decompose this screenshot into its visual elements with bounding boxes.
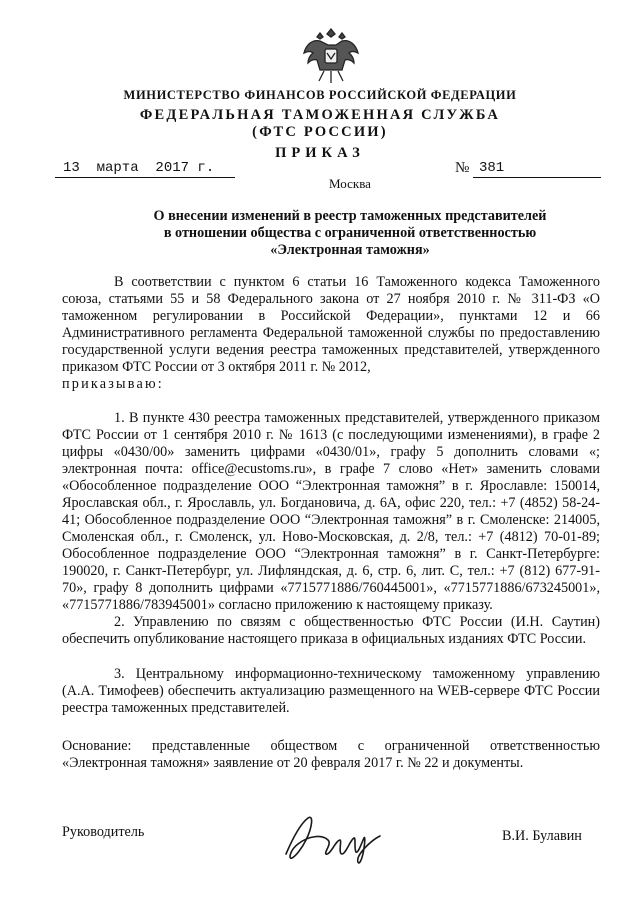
item-2 [62, 614, 600, 648]
document-title [60, 208, 640, 259]
title-line-2: в отношении общества с ограниченной ответственностью [163, 225, 537, 241]
number-sign: № [455, 160, 470, 176]
item-3-text: 3. Центральному информационно-техническому таможенному управлению (А.А. Тимофеев) обеспечить актуализацию размещенного на WEB-сервере ФТС России реестра таможенных представителей. [62, 666, 600, 716]
preamble-text: В соответствии с пунктом 6 статьи 16 Таможенного кодекса Таможенного союза, статьями 55 и 58 Федерального закона от 27 ноября 2010 г. № 311-ФЗ «О таможенном регулировании в Российской Федерации», пунктами 12 и 66 Административного регламента Федеральной таможенной службы по предоставлению государственной услуги ведения реестра таможенных представителей, утвержденного приказом ФТС России от 3 октября 2011 г. № 2012, [62, 274, 600, 375]
order-number: 381 [473, 160, 601, 178]
ministry-name: МИНИСТЕРСТВО ФИНАНСОВ РОССИЙСКОЙ ФЕДЕРАЦИИ [123, 88, 517, 102]
handwritten-signature [278, 810, 388, 866]
title-line-1: О внесении изменений в реестр таможенных представителей [153, 208, 547, 224]
service-short-name: (ФТС РОССИИ) [252, 124, 388, 140]
preamble [62, 274, 600, 393]
service-name: ФЕДЕРАЛЬНАЯ ТАМОЖЕННАЯ СЛУЖБА [139, 107, 501, 123]
coat-of-arms-icon [300, 25, 362, 87]
item-2-text: 2. Управлению по связям с общественностью ФТС России (И.Н. Саутин) обеспечить опубликование настоящего приказа в официальных изданиях ФТС России. [62, 614, 600, 647]
document-type: ПРИКАЗ [275, 145, 365, 161]
city: Москва [329, 176, 371, 191]
item-1 [62, 410, 600, 614]
signatory-name: В.И. Булавин [502, 828, 582, 844]
order-word: приказываю: [62, 376, 164, 392]
basis [62, 738, 600, 772]
order-date: 13 марта 2017 г. [55, 160, 235, 178]
basis-text: Основание: представленные обществом с ограниченной ответственностью «Электронная таможня» заявление от 20 февраля 2017 г. № 22 и документы. [62, 738, 600, 771]
title-line-3: «Электронная таможня» [270, 242, 430, 258]
signatory-position: Руководитель [62, 824, 145, 840]
item-1-text: 1. В пункте 430 реестра таможенных представителей, утвержденного приказом ФТС России от 1 сентября 2010 г. № 1613 (с последующими изменениями), в графе 2 цифры «0430/00» заменить цифрами «0430/01», графу 5 дополнить словами «; электронная почта: office@ecustoms.ru», в графе 7 слово «Нет» заменить словами «Обособленное подразделение ООО “Электронная таможня” в г. Ярославле: 150014, Ярославская обл., г. Ярославль, ул. Богдановича, д. 6А, офис 220, тел.: +7 (4852) 58-24-41; Обособленное подразделение ООО “Электронная таможня” в г. Смоленске: 214005, Смоленская обл., г. Смоленск, ул. Ново-Московская, д. 2/8, тел.: +7 (4812) 70-01-89; Обособленное подразделение ООО “Электронная таможня” в г. Санкт-Петербурге: 190020, г. Санкт-Петербург, ул. Лифляндская, д. 6, стр. 6, лит. С, тел.: +7 (812) 677-91-70», графу 8 дополнить цифрами «7715771886/760445001», «7715771886/673245001», «7715771886/783945001» согласно приложению к настоящему приказу. [62, 410, 600, 613]
item-3 [62, 666, 600, 717]
